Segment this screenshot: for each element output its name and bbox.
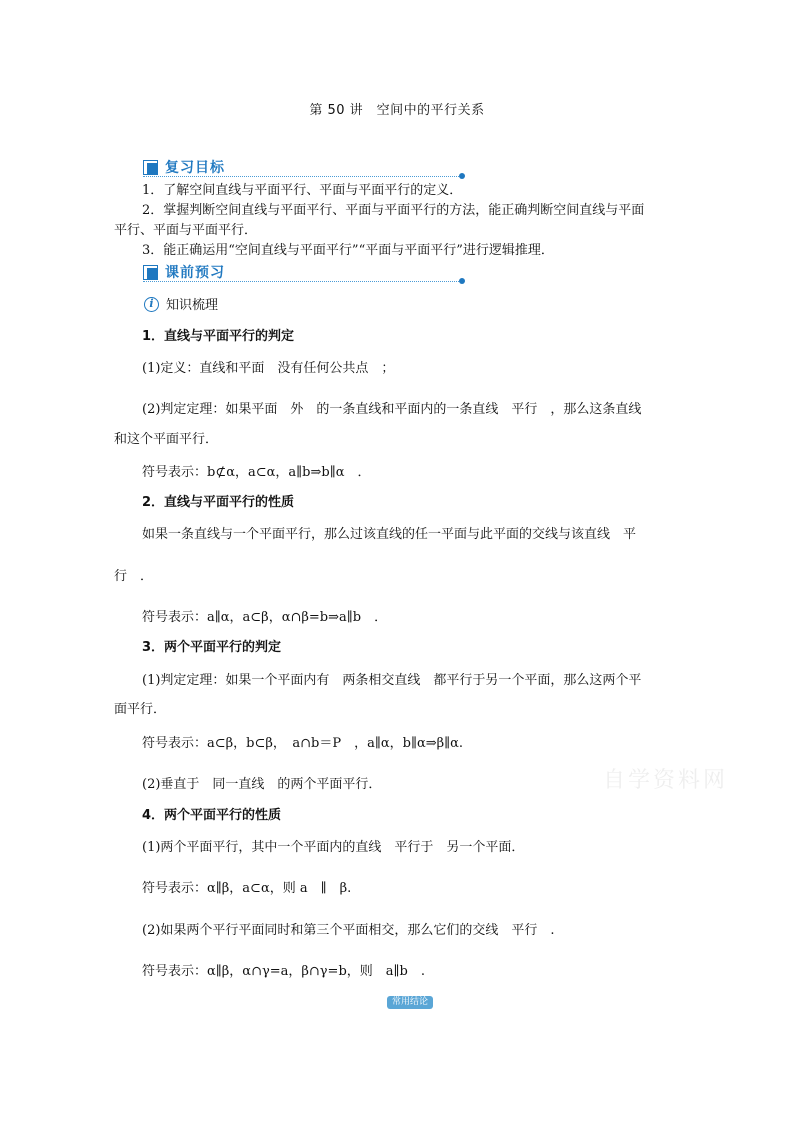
- para-6b: 面平行．: [114, 702, 167, 717]
- heading-1: 1．直线与平面平行的判定: [142, 329, 295, 344]
- section-divider: [143, 281, 461, 282]
- info-circle-icon: i: [144, 297, 159, 312]
- section-header-preview: [143, 262, 473, 284]
- goal-2b: 平行、平面与平面平行．: [114, 223, 258, 238]
- page-title: 第 50 讲 空间中的平行关系: [309, 103, 485, 118]
- section-header-review-goals: [143, 157, 473, 179]
- para-7-symbol: 符号表示：a⊂β，b⊂β， a∩b＝P ，a∥α，b∥α⇒β∥α.: [142, 736, 464, 751]
- heading-3: 3．两个平面平行的判定: [142, 640, 282, 655]
- heading-4: 4．两个平面平行的性质: [142, 808, 282, 823]
- goal-1: 1．了解空间直线与平面平行、平面与平面平行的定义．: [142, 183, 463, 198]
- common-conclusions-badge[interactable]: 常用结论: [387, 996, 433, 1009]
- para-2a: (2)判定定理：如果平面 外 的一条直线和平面内的一条直线 平行 ，那么这条直线: [142, 402, 642, 417]
- para-6a: (1)判定定理：如果一个平面内有 两条相交直线 都平行于另一个平面，那么这两个平: [142, 673, 642, 688]
- section-divider: [143, 176, 461, 177]
- para-10-symbol: 符号表示：α∥β，a⊂α，则 a ∥ β.: [142, 881, 352, 896]
- para-5-symbol: 符号表示：a∥α，a⊂β，α∩β=b⇒a∥b ．: [142, 610, 388, 625]
- para-9: (1)两个平面平行，其中一个平面内的直线 平行于 另一个平面．: [142, 840, 525, 855]
- section-end-dot: [459, 278, 465, 284]
- goal-2a: 2．掌握判断空间直线与平面平行、平面与平面平行的方法，能正确判断空间直线与平面: [142, 203, 645, 218]
- knowledge-label: 知识梳理: [166, 298, 219, 313]
- heading-2: 2．直线与平面平行的性质: [142, 495, 295, 510]
- section-end-dot: [459, 173, 465, 179]
- para-4b: 行 ．: [114, 569, 154, 584]
- para-2b: 和这个平面平行．: [114, 432, 219, 447]
- goal-3: 3．能正确运用“空间直线与平面平行”“平面与平面平行”进行逻辑推理．: [142, 243, 554, 258]
- para-4a: 如果一条直线与一个平面平行，那么过该直线的任一平面与此平面的交线与该直线 平: [142, 527, 637, 542]
- watermark: 自学资料网: [603, 768, 729, 793]
- para-3-symbol: 符号表示：b⊄α，a⊂α，a∥b⇒b∥α ．: [142, 465, 371, 480]
- para-8: (2)垂直于 同一直线 的两个平面平行．: [142, 777, 382, 792]
- section-square-fill: [147, 163, 158, 174]
- para-11: (2)如果两个平行平面同时和第三个平面相交，那么它们的交线 平行 .: [142, 923, 555, 938]
- section-title: 课前预习: [165, 265, 225, 281]
- section-square-fill: [147, 268, 158, 279]
- para-1: (1)定义：直线和平面 没有任何公共点 ；: [142, 361, 395, 376]
- para-12-symbol: 符号表示：α∥β，α∩γ=a，β∩γ=b，则 a∥b .: [142, 964, 425, 979]
- section-title: 复习目标: [165, 160, 225, 176]
